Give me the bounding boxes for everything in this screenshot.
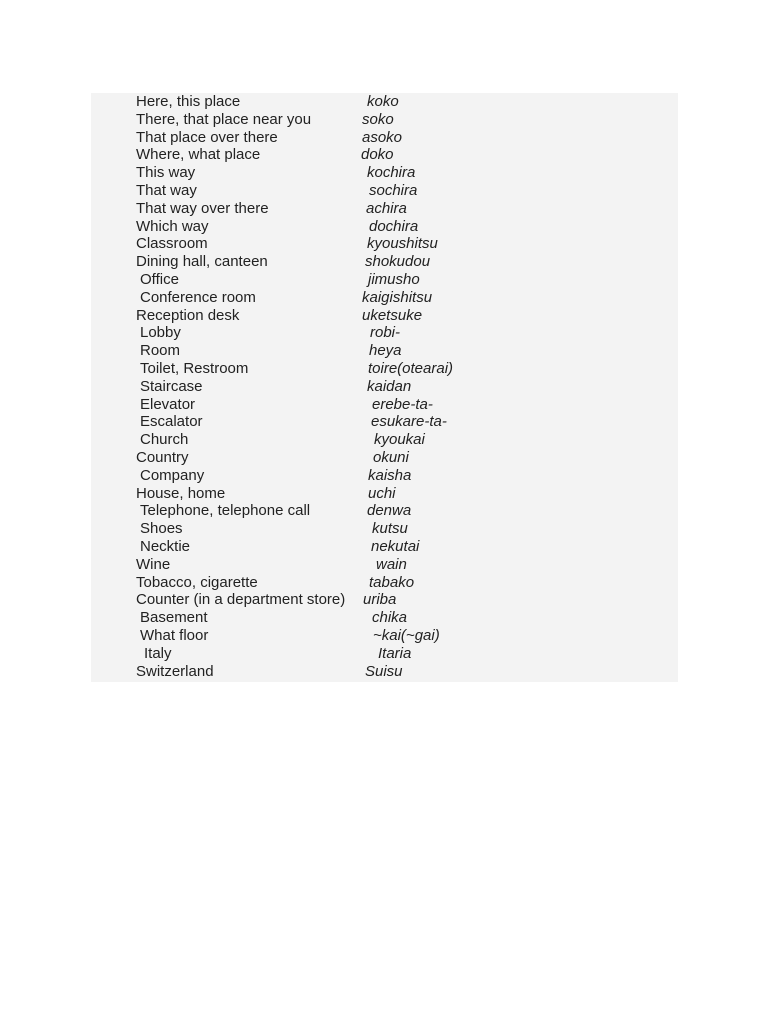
english-term: What floor [140, 626, 209, 644]
vocab-row [0, 591, 768, 609]
vocab-row [0, 289, 768, 307]
english-term: Toilet, Restroom [140, 359, 249, 377]
japanese-term: sochira [369, 181, 418, 199]
vocab-row [0, 520, 768, 538]
english-term: Staircase [140, 377, 203, 395]
vocab-row [0, 627, 768, 645]
japanese-term: kaidan [367, 377, 412, 395]
japanese-term: kutsu [372, 520, 408, 538]
vocab-row [0, 146, 768, 164]
japanese-term: soko [362, 110, 394, 128]
english-term: Room [140, 342, 181, 360]
japanese-term: denwa [367, 502, 412, 520]
japanese-term: kaisha [368, 466, 412, 484]
japanese-term: doko [361, 146, 394, 164]
english-term: Counter (in a department store) [136, 591, 346, 609]
vocab-row [0, 342, 768, 360]
vocab-row [0, 235, 768, 253]
japanese-term: uchi [368, 484, 396, 502]
english-term: Where, what place [136, 146, 261, 164]
vocabulary-list [0, 93, 768, 680]
english-term: There, that place near you [136, 110, 312, 128]
english-term: Telephone, telephone call [140, 502, 311, 520]
english-term: Wine [136, 555, 171, 573]
vocab-row [0, 360, 768, 378]
vocab-row [0, 253, 768, 271]
vocab-row [0, 449, 768, 467]
japanese-term: shokudou [365, 253, 431, 271]
japanese-term: uketsuke [362, 306, 423, 324]
vocab-row [0, 218, 768, 236]
japanese-term: kyoushitsu [367, 235, 438, 253]
japanese-term: kochira [367, 164, 416, 182]
vocab-row [0, 609, 768, 627]
vocab-row [0, 663, 768, 681]
japanese-term: heya [369, 342, 402, 360]
japanese-term: dochira [369, 217, 419, 235]
japanese-term: jimusho [368, 270, 420, 288]
english-term: Conference room [140, 288, 256, 306]
english-term: That way over there [136, 199, 269, 217]
vocab-row [0, 182, 768, 200]
japanese-term: tabako [369, 573, 415, 591]
vocab-row [0, 111, 768, 129]
english-term: Dining hall, canteen [136, 253, 268, 271]
japanese-term: nekutai [371, 537, 420, 555]
japanese-term: ~kai(~gai) [373, 626, 440, 644]
english-term: This way [136, 164, 196, 182]
english-term: Switzerland [136, 662, 214, 680]
english-term: Shoes [140, 520, 183, 538]
vocab-row [0, 485, 768, 503]
english-term: Office [140, 270, 179, 288]
vocab-row [0, 502, 768, 520]
english-term: That way [136, 181, 197, 199]
english-term: Country [136, 448, 189, 466]
vocab-row [0, 378, 768, 396]
vocab-row [0, 645, 768, 663]
vocab-row [0, 307, 768, 325]
english-term: Tobacco, cigarette [136, 573, 258, 591]
vocab-row [0, 413, 768, 431]
japanese-term: erebe-ta- [372, 395, 433, 413]
japanese-term: koko [367, 93, 399, 110]
english-term: Basement [140, 609, 208, 627]
english-term: Company [140, 466, 205, 484]
japanese-term: asoko [362, 128, 403, 146]
english-term: That place over there [136, 128, 278, 146]
vocab-row [0, 271, 768, 289]
japanese-term: robi- [370, 324, 401, 342]
english-term: Which way [136, 217, 209, 235]
vocab-row [0, 164, 768, 182]
japanese-term: chika [372, 609, 408, 627]
vocab-row [0, 324, 768, 342]
vocab-row [0, 129, 768, 147]
vocab-row [0, 200, 768, 218]
english-term: Necktie [140, 537, 191, 555]
japanese-term: Suisu [365, 662, 403, 680]
vocab-row [0, 431, 768, 449]
japanese-term: toire(otearai) [368, 359, 454, 377]
vocab-row [0, 574, 768, 592]
japanese-term: Itaria [378, 644, 412, 662]
vocab-row [0, 467, 768, 485]
japanese-term: wain [376, 555, 407, 573]
japanese-term: kyoukai [374, 431, 425, 449]
vocab-row [0, 556, 768, 574]
english-term: Elevator [140, 395, 196, 413]
vocab-row [0, 93, 768, 111]
english-term: House, home [136, 484, 226, 502]
vocab-row [0, 538, 768, 556]
english-term: Classroom [136, 235, 208, 253]
japanese-term: uriba [363, 591, 397, 609]
english-term: Escalator [140, 413, 203, 431]
english-term: Lobby [140, 324, 181, 342]
japanese-term: kaigishitsu [362, 288, 433, 306]
english-term: Reception desk [136, 306, 240, 324]
japanese-term: okuni [373, 448, 409, 466]
english-term: Here, this place [136, 93, 241, 110]
vocab-row [0, 396, 768, 414]
english-term: Church [140, 431, 189, 449]
japanese-term: achira [366, 199, 407, 217]
japanese-term: esukare-ta- [371, 413, 447, 431]
english-term: Italy [144, 644, 172, 662]
